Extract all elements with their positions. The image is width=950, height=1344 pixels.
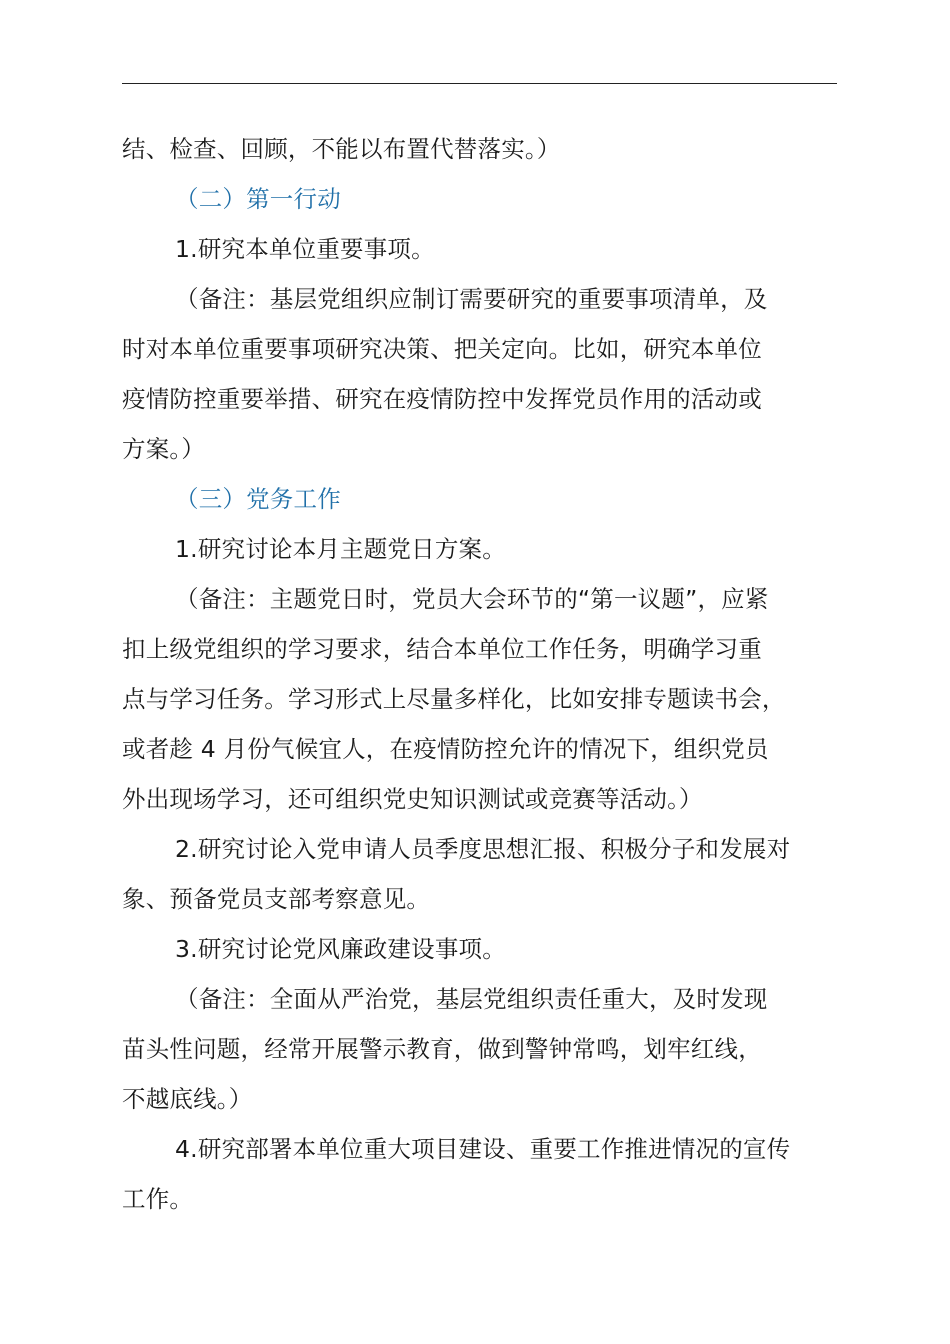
note-line: 不越底线。） — [122, 1085, 253, 1113]
note-line: （备注：全面从严治党，基层党组织责任重大，及时发现 — [175, 985, 768, 1013]
document-body — [122, 124, 840, 1224]
item-line: 工作。 — [122, 1185, 194, 1213]
section-heading-party-affairs: （三）党务工作 — [175, 485, 341, 513]
item-line: 象、预备党员支部考察意见。 — [122, 885, 431, 913]
item-line: 3.研究讨论党风廉政建设事项。 — [175, 935, 506, 963]
item-line: 4.研究部署本单位重大项目建设、重要工作推进情况的宣传 — [175, 1135, 791, 1163]
note-line: 扣上级党组织的学习要求，结合本单位工作任务，明确学习重 — [122, 635, 762, 663]
note-line: （备注：主题党日时，党员大会环节的“第一议题”，应紧 — [175, 585, 769, 613]
section-heading-first-action: （二）第一行动 — [175, 185, 341, 213]
note-line: 疫情防控重要举措、研究在疫情防控中发挥党员作用的活动或 — [122, 385, 762, 413]
header-rule — [122, 83, 837, 84]
note-line: 时对本单位重要事项研究决策、把关定向。比如，研究本单位 — [122, 335, 762, 363]
item-line: 1.研究讨论本月主题党日方案。 — [175, 535, 506, 563]
item-line: 2.研究讨论入党申请人员季度思想汇报、积极分子和发展对 — [175, 835, 791, 863]
item-line: 1.研究本单位重要事项。 — [175, 235, 435, 263]
note-line: 苗头性问题，经常开展警示教育，做到警钟常鸣，划牢红线， — [122, 1035, 762, 1063]
note-line: 或者趁 4 月份气候宜人，在疫情防控允许的情况下，组织党员 — [122, 735, 769, 763]
note-line: 外出现场学习，还可组织党史知识测试或竞赛等活动。） — [122, 785, 703, 813]
paragraph-line: 结、检查、回顾，不能以布置代替落实。） — [122, 135, 561, 163]
note-line: 方案。） — [122, 435, 206, 463]
note-line: （备注：基层党组织应制订需要研究的重要事项清单，及 — [175, 285, 768, 313]
note-line: 点与学习任务。学习形式上尽量多样化，比如安排专题读书会， — [122, 685, 786, 713]
